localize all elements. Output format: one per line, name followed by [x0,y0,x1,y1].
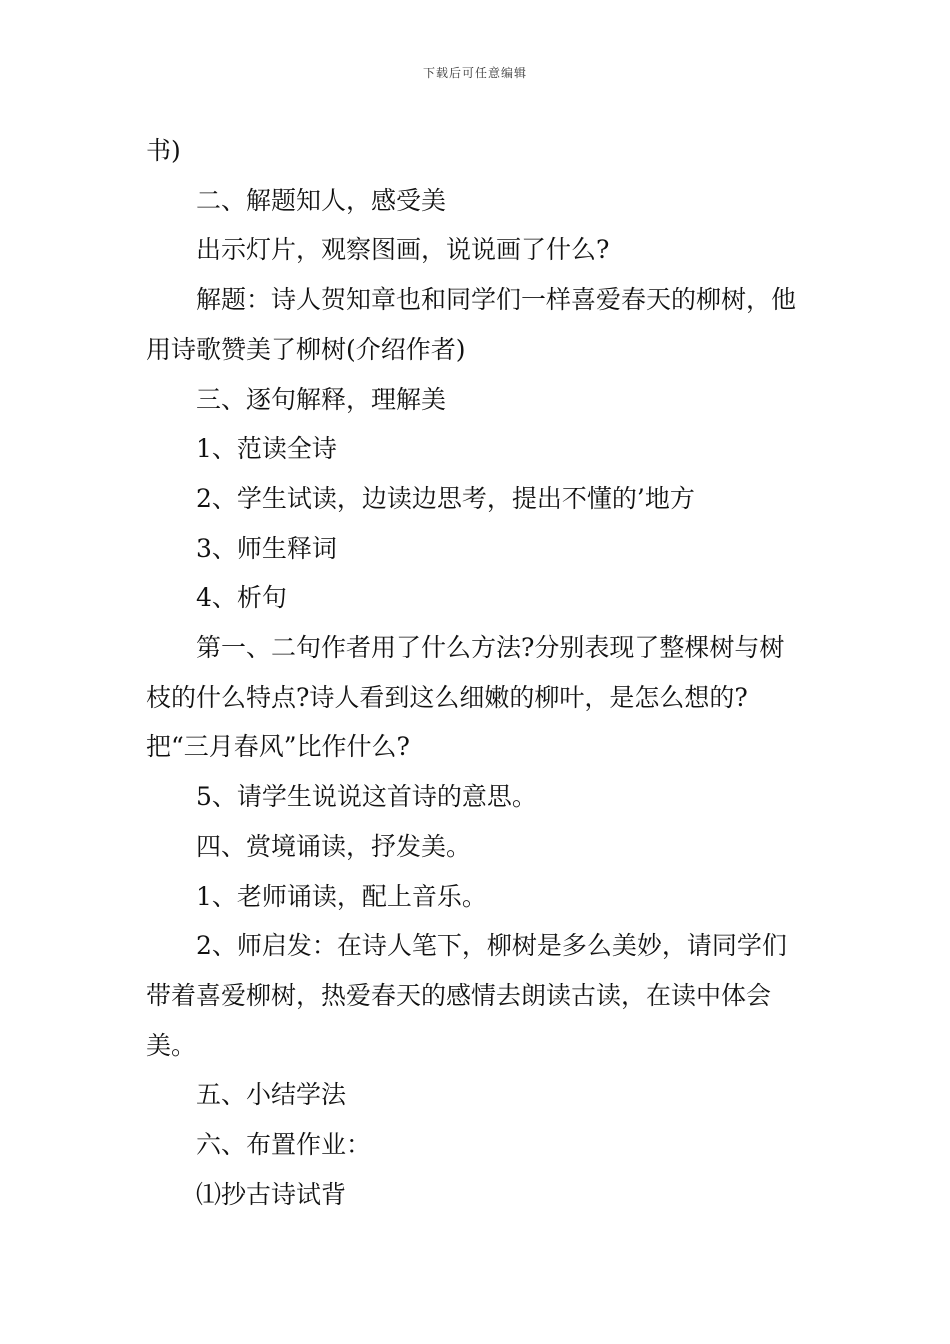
paragraph: 书) [146,136,181,165]
paragraph: 出示灯片，观察图画，说说画了什么? [196,235,610,265]
paragraph: 第一、二句作者用了什么方法?分别表现了整棵树与树枝的什么特点?诗人看到这么细嫩的柳叶，是怎么想的?把“三月春风”比作什么? [146,633,785,762]
page-header: 下载后可任意编辑 [422,66,527,80]
list-item: 4、析句 [196,583,287,613]
section-heading: 五、小结学法 [196,1080,347,1110]
list-item: 1、范读全诗 [196,434,337,464]
list-item: 2、师启发：在诗人笔下，柳树是多么美妙，请同学们带着喜爱柳树，热爱春天的感情去朗读古读，在读中体会美。 [146,931,787,1060]
section-heading: 四、赏境诵读，抒发美。 [196,831,472,861]
section-heading: 三、逐句解释，理解美 [196,384,447,414]
list-item: 1、老师诵读，配上音乐。 [196,881,487,911]
list-item: ⑴抄古诗试背 [196,1179,347,1209]
list-item: 2、学生试读，边读边思考，提出不懂的’地方 [196,483,695,513]
list-item: 3、师生释词 [196,533,337,563]
section-heading: 六、布置作业： [196,1130,372,1160]
list-item: 5、请学生说说这首诗的意思。 [196,782,537,812]
paragraph: 解题：诗人贺知章也和同学们一样喜爱春天的柳树，他用诗歌赞美了柳树(介绍作者) [146,285,797,364]
section-heading: 二、解题知人，感受美 [196,185,447,215]
document-body [146,126,808,1219]
